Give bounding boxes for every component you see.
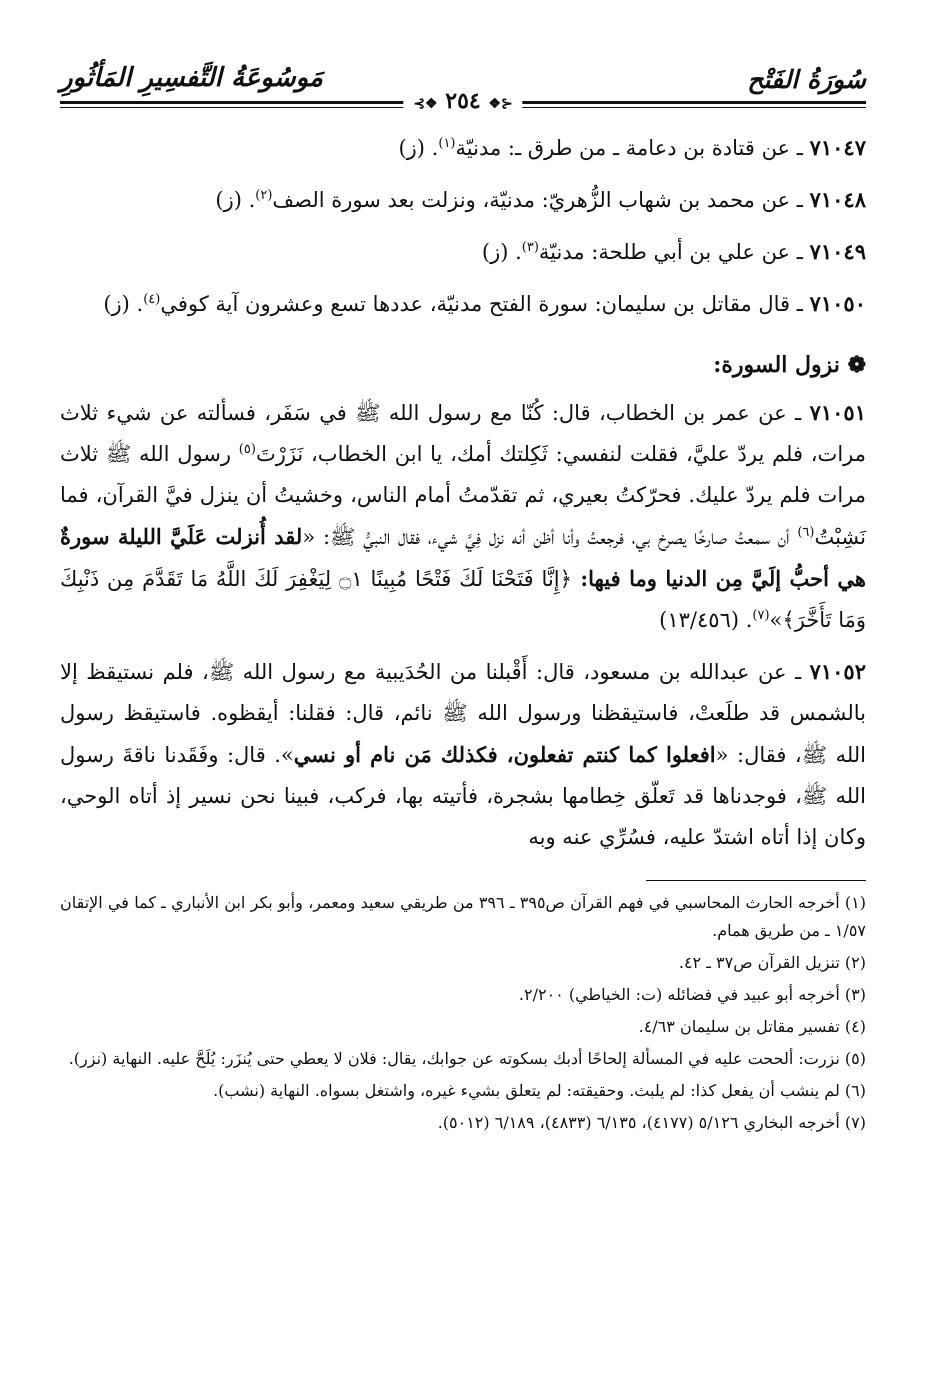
entry-text: ـ عن علي بن أبي طلحة: مدنيّة <box>538 240 810 264</box>
footnote-item: (٥) نزرت: ألححت عليه في المسألة إلحاحًا أدبك بسكوته عن جوابك، يقال: فلان لا يعطي حتى يُنزَر: يُلَحَّ عليه. النهاية (نزر). <box>68 1049 866 1068</box>
intro-entry <box>60 231 866 273</box>
prophetic-quote: لقد أُنزلت عَلَيَّ الليلة سورةٌ هي أحبُّ إلَيَّ مِن الدنيا وما فيها: <box>60 524 867 591</box>
footnote-ref[interactable]: (٤) <box>143 292 161 307</box>
hadith-entry-71052: ٧١٠٥٢ ـ عن عبدالله بن مسعود، قال: أَقْبلنا من الحُدَيبية مع رسول الله ﷺ، فلم نستيقظ إلا بالشمس قد طلَعتْ، فاستيقظنا ورسول الله ﷺ نائم، قال: فقلنا: أيقظوه. فاستيقظ رسول الله ﷺ، فقال: «افعلوا كما كنتم تفعلون، فكذلك مَن نام أو نسي». قال: وفَقَدنا ناقةَ رسول الله ﷺ، فوجدناها قد تَعلّق خِطامها بشجرة، فأتيته بها، فركب، فبينا نحن نسير إذ أتاه الوحي، وكان إذا أتاه اشتدّ عليه، فسُرِّي عنه وبه <box>60 659 867 849</box>
footnote-ref[interactable]: (٧) <box>752 608 770 623</box>
intro-entry <box>60 179 866 221</box>
page-header <box>60 55 866 127</box>
entry-text: ـ عن محمد بن شهاب الزُّهريّ: مدنيّة، ونزلت بعد سورة الصف <box>272 188 810 212</box>
main-text <box>60 127 866 858</box>
entry-number: ٧١٠٥٢ <box>809 659 866 684</box>
entry-number: ٧١٠٥٠ <box>809 291 866 316</box>
flower-ornament-icon: ❁ <box>847 352 866 378</box>
footnote-ref[interactable]: (٦) <box>797 525 815 540</box>
entry-number: ٧١٠٥١ <box>809 400 866 425</box>
page-number: ⊰❖ ٢٥٤ ❖⊱ <box>403 88 522 114</box>
entry-text: . (ز) <box>103 292 144 316</box>
intro-entry <box>60 283 866 325</box>
quran-verse: ﴿إِنَّا فَتَحْنَا لَكَ فَتْحًا مُبِينًا ۝١ لِيَغْفِرَ لَكَ اللَّهُ مَا تَقَدَّمَ مِن ذَنْبِكَ وَمَا تَأَخَّرَ﴾ <box>60 567 866 632</box>
footnote-ref[interactable]: (٥) <box>238 442 256 457</box>
footnotes <box>60 889 866 1137</box>
footnote-item: (٦) لم ينشب أن يفعل كذا: لم يلبث. وحقيقته: لم يتعلق بشيء غيره، واشتغل بسواه. النهاية (نشب). <box>213 1081 866 1100</box>
book-title: مَوسُوعَةُ التَّفسِيرِ المَأثُورِ <box>60 63 323 93</box>
entry-text: . (ز) <box>215 188 256 212</box>
footnote-ref[interactable]: (٣) <box>521 240 539 255</box>
intro-entries <box>60 127 866 325</box>
entry-text: ـ قال مقاتل بن سليمان: سورة الفتح مدنيّة، عددها تسع وعشرون آية كوفي <box>160 292 810 316</box>
entry-text: . (ز) <box>481 240 522 264</box>
footnote-item: (٤) تفسير مقاتل بن سليمان ٤/٦٣. <box>638 1017 866 1036</box>
entry-number: ٧١٠٤٧ <box>809 135 866 160</box>
entry-number: ٧١٠٤٩ <box>809 239 866 264</box>
book-page <box>60 55 866 1141</box>
footnote-ref[interactable]: (١) <box>438 136 456 151</box>
surah-title: سُورَةُ الفَتْح <box>747 65 866 94</box>
ornament-icon: ❖⊱ <box>488 96 513 112</box>
footnote-item: (١) أخرجه الحارث المحاسبي في فهم القرآن ص٣٩٥ ـ ٣٩٦ من طريقي سعيد ومعمر، وأبو بكر ابن الأنباري ـ كما في الإتقان ١/٥٧ ـ من طريق همام. <box>60 893 866 940</box>
section-heading: ❁ نزول السورة: <box>713 352 866 378</box>
footnote-item: (٧) أخرجه البخاري ٥/١٢٦ (٤١٧٧)، ٦/١٣٥ (٤٨٣٣)، ٦/١٨٩ (٥٠١٢). <box>437 1113 866 1132</box>
footnote-ref[interactable]: (٢) <box>255 188 273 203</box>
footnote-item: (٣) أخرجه أبو عبيد في فضائله (ت: الخياطي) ٢/٢٠٠. <box>518 985 866 1004</box>
hadith-entry-71051: ٧١٠٥١ ـ عن عمر بن الخطاب، قال: كُنّا مع رسول الله ﷺ في سَفَر، فسألته عن شيء ثلاث مرات، فلم يردّ عليَّ، فقلت لنفسي: ثَكِلتك أمك، يا ابن الخطاب، نَزَرْتَ$^{(٥)}$ رسول الله ﷺ ثلاث مرات فلم يردّ عليك. فحرّكتُ بعيري، ثم تقدّمتُ أمام الناس، وخشيتُ أن ينزل فيَّ القرآن، فما نَشِبْتُ$^{(٦)}$ أن سمعتُ صارخًا يصرخ بي، فرجعتُ وأنا أظن أنه نزل فِيَّ شيء، فقال النبيُّ ﷺ: «لقد أُنزلت عَلَيَّ الليلة سورةٌ هي أحبُّ إلَيَّ مِن الدنيا وما فيها: ﴿إِنَّا فَتَحْنَا لَكَ فَتْحًا مُبِينًا ۝١ لِيَغْفِرَ لَكَ اللَّهُ مَا تَقَدَّمَ مِن ذَنْبِكَ وَمَا تَأَخَّرَ﴾»$^{(٧)}$. (١٣/٤٥٦) <box>60 400 867 632</box>
intro-entry <box>60 127 866 169</box>
ornament-icon: ⊰❖ <box>413 96 438 112</box>
entry-number: ٧١٠٤٨ <box>809 187 866 212</box>
footnote-item: (٢) تنزيل القرآن ص٣٧ ـ ٤٢. <box>678 953 866 972</box>
prophetic-quote: افعلوا كما كنتم تفعلون، فكذلك مَن نام أو نسي <box>293 742 716 767</box>
entry-text: ـ عن قتادة بن دعامة ـ من طرق ـ: مدنيّة <box>455 136 810 160</box>
footnote-separator <box>646 880 866 881</box>
entry-text: . (ز) <box>398 136 439 160</box>
